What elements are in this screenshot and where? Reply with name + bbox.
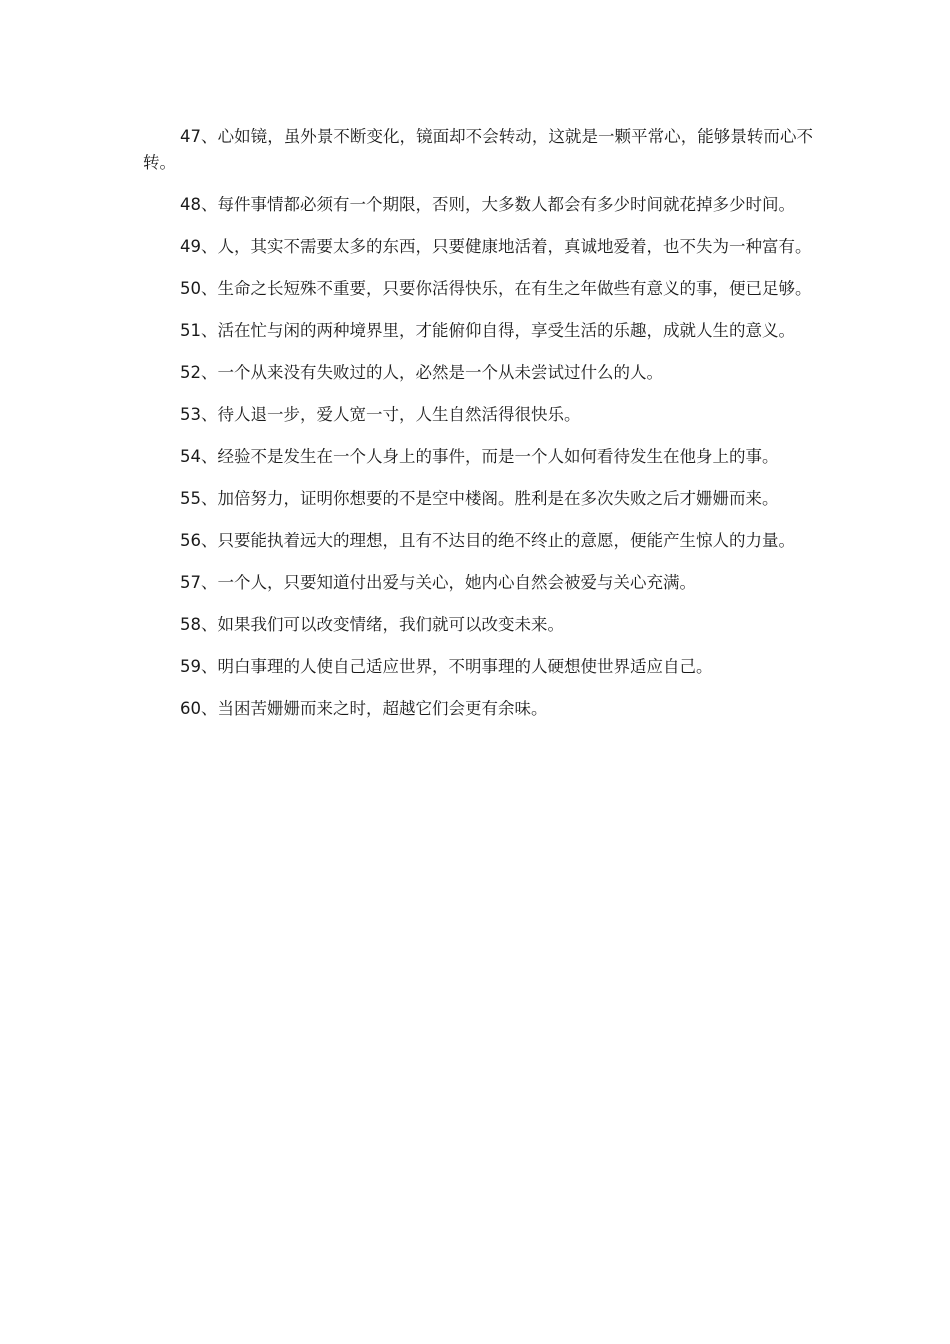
quote-55: 55、加倍努力，证明你想要的不是空中楼阁。胜利是在多次失败之后才姗姗而来。 [180,489,779,508]
quote-52: 52、一个从来没有失败过的人，必然是一个从未尝试过什么的人。 [180,363,663,382]
quote-57: 57、一个人，只要知道付出爱与关心，她内心自然会被爱与关心充满。 [180,573,696,592]
quote-53: 53、待人退一步，爱人宽一寸，人生自然活得很快乐。 [180,405,581,424]
quote-50: 50、生命之长短殊不重要，只要你活得快乐，在有生之年做些有意义的事，便已足够。 [180,279,812,298]
quote-58: 58、如果我们可以改变情绪，我们就可以改变未来。 [180,615,564,634]
quote-47: 47、心如镜，虽外景不断变化，镜面却不会转动，这就是一颗平常心，能够景转而心不转。 [143,127,813,172]
quote-56: 56、只要能执着远大的理想，且有不达目的绝不终止的意愿，便能产生惊人的力量。 [180,531,795,550]
quote-49: 49、人，其实不需要太多的东西，只要健康地活着，真诚地爱着，也不失为一种富有。 [180,237,812,256]
document-body [143,124,813,738]
quote-48: 48、每件事情都必须有一个期限，否则，大多数人都会有多少时间就花掉多少时间。 [180,195,795,214]
quote-54: 54、经验不是发生在一个人身上的事件，而是一个人如何看待发生在他身上的事。 [180,447,779,466]
quote-51: 51、活在忙与闲的两种境界里，才能俯仰自得，享受生活的乐趣，成就人生的意义。 [180,321,795,340]
quote-59: 59、明白事理的人使自己适应世界，不明事理的人硬想使世界适应自己。 [180,657,713,676]
quote-60: 60、当困苦姗姗而来之时，超越它们会更有余味。 [180,699,548,718]
